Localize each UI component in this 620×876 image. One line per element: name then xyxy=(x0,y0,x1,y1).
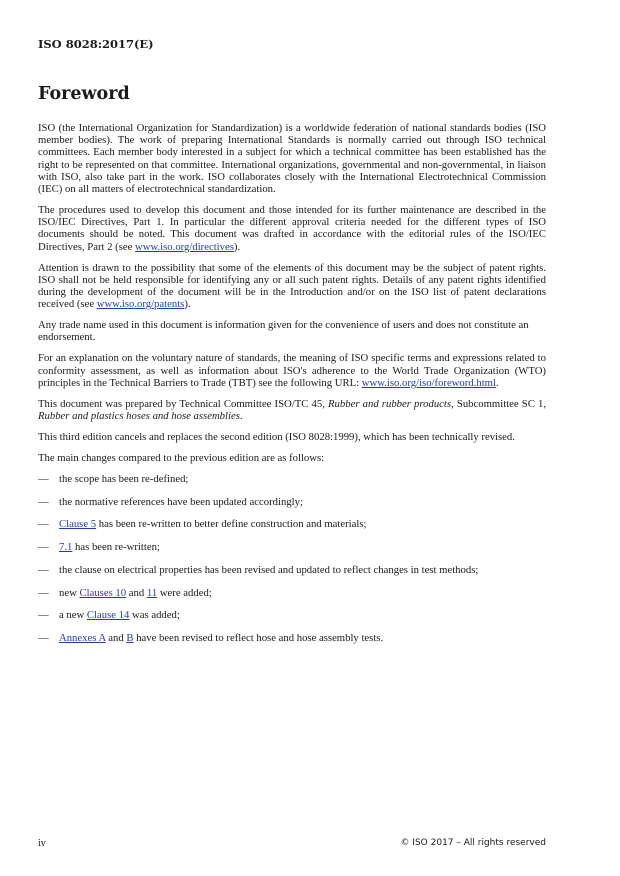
clauses-10-link[interactable]: Clauses 10 xyxy=(79,586,127,599)
foreword-body xyxy=(38,122,546,655)
clause-5-link[interactable]: Clause 5 xyxy=(59,518,97,531)
clause-7-1-link[interactable]: 7.1 xyxy=(59,541,73,554)
directives-link[interactable]: www.iso.org/directives xyxy=(135,240,234,253)
clause-11-link[interactable]: 11 xyxy=(146,586,158,599)
paragraph-edition: This third edition cancels and replaces the second edition (ISO 8028:1999), which has been technically revised. xyxy=(38,431,515,444)
list-item: — Annexes A and B have been revised to reflect hose and hose assembly tests. xyxy=(38,631,384,644)
paragraph-main-changes: The main changes compared to the previous edition are as follows: xyxy=(38,452,325,465)
copyright-notice: © ISO 2017 – All rights reserved xyxy=(400,838,546,848)
paragraph-trade-name: Any trade name used in this document is information given for the convenience of users and does not constitute an endorsement. xyxy=(38,319,529,344)
list-item: — the normative references have been updated accordingly; xyxy=(38,495,303,508)
foreword-link[interactable]: www.iso.org/iso/foreword.html xyxy=(361,376,496,389)
annex-b-link[interactable]: B xyxy=(126,631,134,644)
page-title: Foreword xyxy=(38,84,130,104)
clause-14-link[interactable]: Clause 14 xyxy=(86,609,130,622)
annex-a-link[interactable]: Annexes A xyxy=(59,631,106,644)
list-item: — the clause on electrical properties has been revised and updated to reflect changes in test methods; xyxy=(38,563,479,576)
paragraph-voluntary-nature: For an explanation on the voluntary nature of standards, the meaning of ISO specific terms and expressions related to conformity assessment, as well as information about ISO's adherence to the World Trade Organization (WTO) principles in the Technical Barriers to Trade (TBT) see the following URL: www.iso.org/iso/foreword.html. xyxy=(38,352,546,389)
list-item: — a new Clause 14 was added; xyxy=(38,609,180,622)
paragraph-iso-intro: ISO (the International Organization for Standardization) is a worldwide federation of national standards bodies (ISO member bodies). The work of preparing International Standards is normally carried out through ISO technical committees. Each member body interested in a subject for which a technical committee has been established has the right to be represented on that committee. International organizations, governmental and non-governmental, in liaison with ISO, also take part in the work. ISO collaborates closely with the International Electrotechnical Commission (IEC) on all matters of electrotechnical standardization. xyxy=(38,122,546,196)
document-id: ISO 8028:2017(E) xyxy=(38,37,154,51)
list-item: — the scope has been re-defined; xyxy=(38,473,189,486)
paragraph-procedures: The procedures used to develop this document and those intended for its further maintenance are described in the ISO/IEC Directives, Part 1. In particular the different approval criteria needed for the different types of ISO documents should be noted. This document was drafted in accordance with the editorial rules of the ISO/IEC Directives, Part 2 (see www.iso.org/directives). xyxy=(38,204,546,253)
patents-link[interactable]: www.iso.org/patents xyxy=(96,298,185,311)
list-item: — 7.1 has been re-written; xyxy=(38,541,160,554)
changes-list xyxy=(38,473,546,644)
paragraph-committee: This document was prepared by Technical Committee ISO/TC 45, Rubber and rubber products, Subcommittee SC 1, Rubber and plastics hoses and hose assemblies. xyxy=(38,397,546,423)
list-item: — Clause 5 has been re-written to better define construction and materials; xyxy=(38,518,367,531)
page-number: iv xyxy=(38,838,46,849)
list-item: — new Clauses 10 and 11 were added; xyxy=(38,586,212,599)
paragraph-patents: Attention is drawn to the possibility that some of the elements of this document may be the subject of patent rights. ISO shall not be held responsible for identifying any or all such patent rights. Details of any patent rights identified during the development of the document will be in the Introduction and/or on the ISO list of patent declarations received (see www.iso.org/patents). xyxy=(38,261,546,311)
